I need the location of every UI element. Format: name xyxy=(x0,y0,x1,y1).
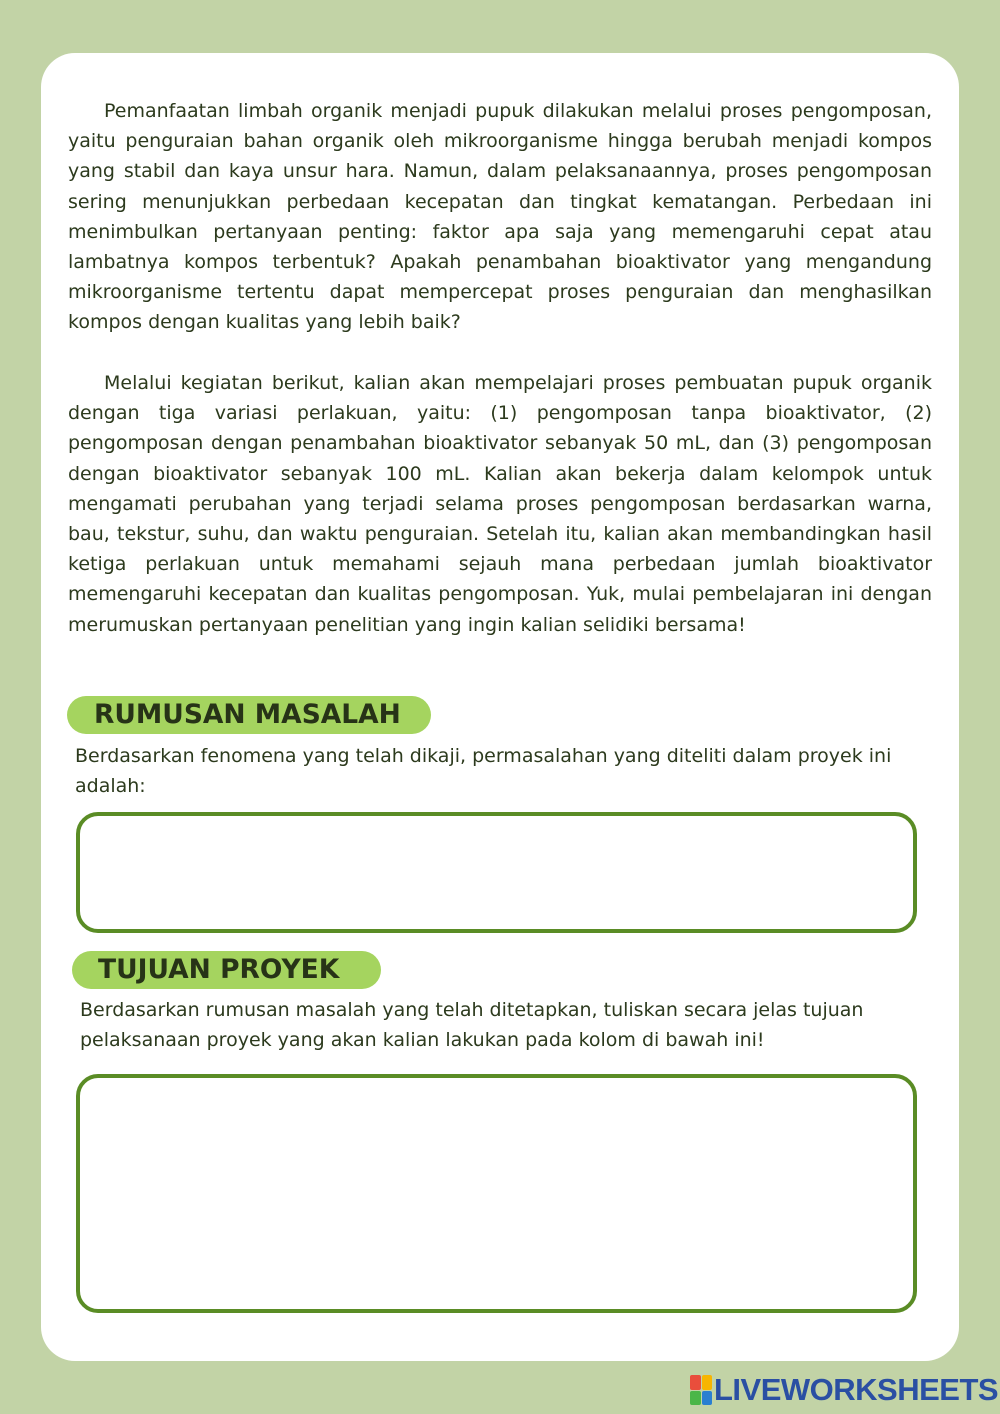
intro-paragraph-1: Pemanfaatan limbah organik menjadi pupuk dilakukan melalui proses pengomposan, yaitu penguraian bahan organik oleh mikroorganisme hingga berubah menjadi kompos yang stabil dan kaya unsur hara. Namun, dalam pelaksanaannya, proses pengomposan sering menunjukkan perbedaan kecepatan dan tingkat kematangan. Perbedaan ini menimbulkan pertanyaan penting: faktor apa saja yang memengaruhi cepat atau lambatnya kompos terbentuk? Apakah penambahan bioaktivator yang mengandung mikroorganisme tertentu dapat mempercepat proses penguraian dan menghasilkan kompos dengan kualitas yang lebih baik? xyxy=(68,100,932,334)
tujuan-proyek-instruction: Berdasarkan rumusan masalah yang telah ditetapkan, tuliskan secara jelas tujuan pelaksanaan proyek yang akan kalian lakukan pada kolom di bawah ini! xyxy=(80,999,864,1051)
liveworksheets-logo-icon xyxy=(690,1375,712,1405)
rumusan-masalah-answer-box[interactable] xyxy=(76,812,917,933)
liveworksheets-brand-name: LIVEWORKSHEETS xyxy=(714,1372,999,1407)
tujuan-proyek-heading: TUJUAN PROYEK xyxy=(72,951,381,989)
intro-paragraph-2: Melalui kegiatan berikut, kalian akan mempelajari proses pembuatan pupuk organik dengan tiga variasi perlakuan, yaitu: (1) pengomposan tanpa bioaktivator, (2) pengomposan dengan penambahan bioaktivator sebanyak 50 mL, dan (3) pengomposan dengan bioaktivator sebanyak 100 mL. Kalian akan bekerja dalam kelompok untuk mengamati perubahan yang terjadi selama proses pengomposan berdasarkan warna, bau, tekstur, suhu, dan waktu penguraian. Setelah itu, kalian akan membandingkan hasil ketiga perlakuan untuk memahami sejauh mana perbedaan jumlah bioaktivator memengaruhi kecepatan dan kualitas pengomposan. Yuk, mulai pembelajaran ini dengan merumuskan pertanyaan penelitian yang ingin kalian selidiki bersama! xyxy=(68,372,932,636)
tujuan-proyek-answer-box[interactable] xyxy=(76,1074,917,1313)
liveworksheets-logo xyxy=(690,1373,998,1407)
rumusan-masalah-heading: RUMUSAN MASALAH xyxy=(67,696,431,734)
rumusan-masalah-instruction: Berdasarkan fenomena yang telah dikaji, permasalahan yang diteliti dalam proyek ini adalah: xyxy=(75,745,892,797)
